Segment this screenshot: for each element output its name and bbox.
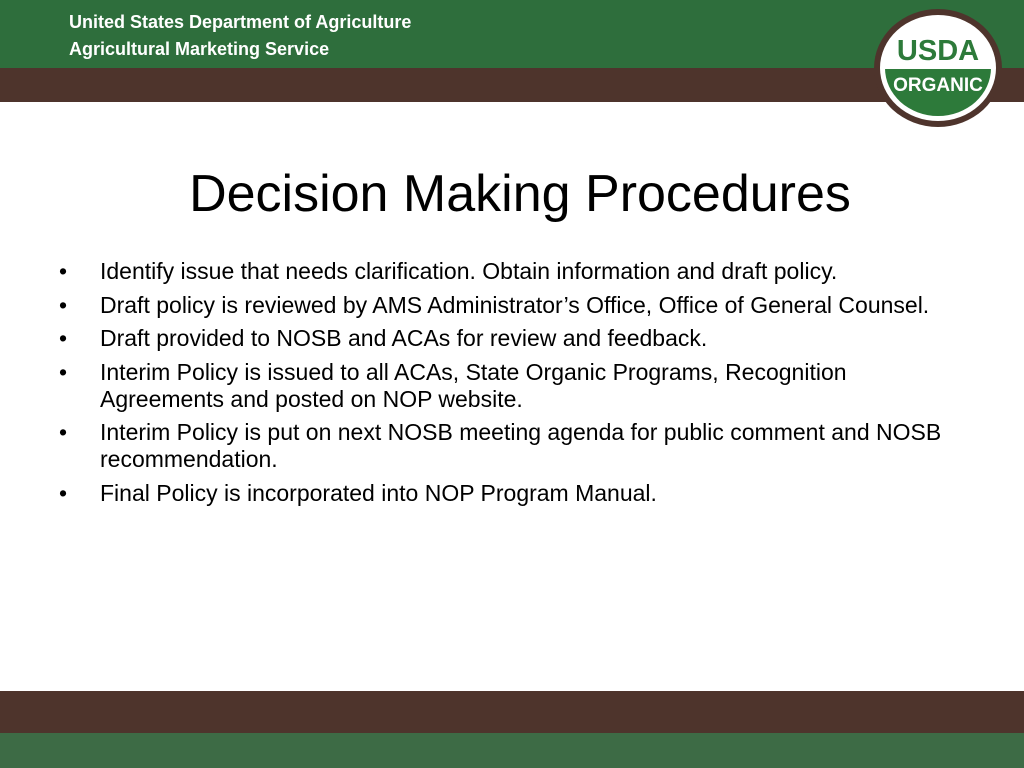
bullet-dot: • [59,419,68,445]
footer-green-band [0,733,1024,768]
agency-line-1: United States Department of Agriculture [69,12,412,32]
bullet-dot: • [59,479,68,506]
bullet-item [55,258,970,285]
bullet-dot: • [59,358,68,385]
bullet-dot: • [59,325,68,351]
bullet-item [55,480,970,507]
bullet-text: Draft policy is reviewed by AMS Administrator’s Office, Office of General Counsel. [100,291,930,318]
bullet-text: Final Policy is incorporated into NOP Program Manual. [100,479,657,506]
bullet-item [55,325,970,352]
seal-text-usda: USDA [896,35,980,67]
slide-title: Decision Making Procedures [189,165,851,223]
bullet-text: Draft provided to NOSB and ACAs for review and feedback. [100,325,708,351]
usda-organic-seal-logo [873,8,1003,128]
agency-name [69,9,411,63]
header-brown-band [0,68,1024,102]
bullet-item [55,419,970,473]
bullet-item [55,292,970,319]
bullet-dot: • [59,291,68,318]
bullet-text: Interim Policy is issued to all ACAs, State Organic Programs, Recognition Agreements and posted on NOP website. [100,358,847,412]
bullet-item [55,359,970,413]
footer-brown-band [0,691,1024,733]
seal-text-organic: ORGANIC [893,75,983,96]
bullet-text: Identify issue that needs clarification. Obtain information and draft policy. [100,258,838,284]
agency-line-2: Agricultural Marketing Service [69,39,330,59]
bullet-text: Interim Policy is put on next NOSB meeting agenda for public comment and NOSB recommendation. [100,419,942,472]
bullet-dot: • [59,258,68,284]
bullet-list [55,258,970,513]
